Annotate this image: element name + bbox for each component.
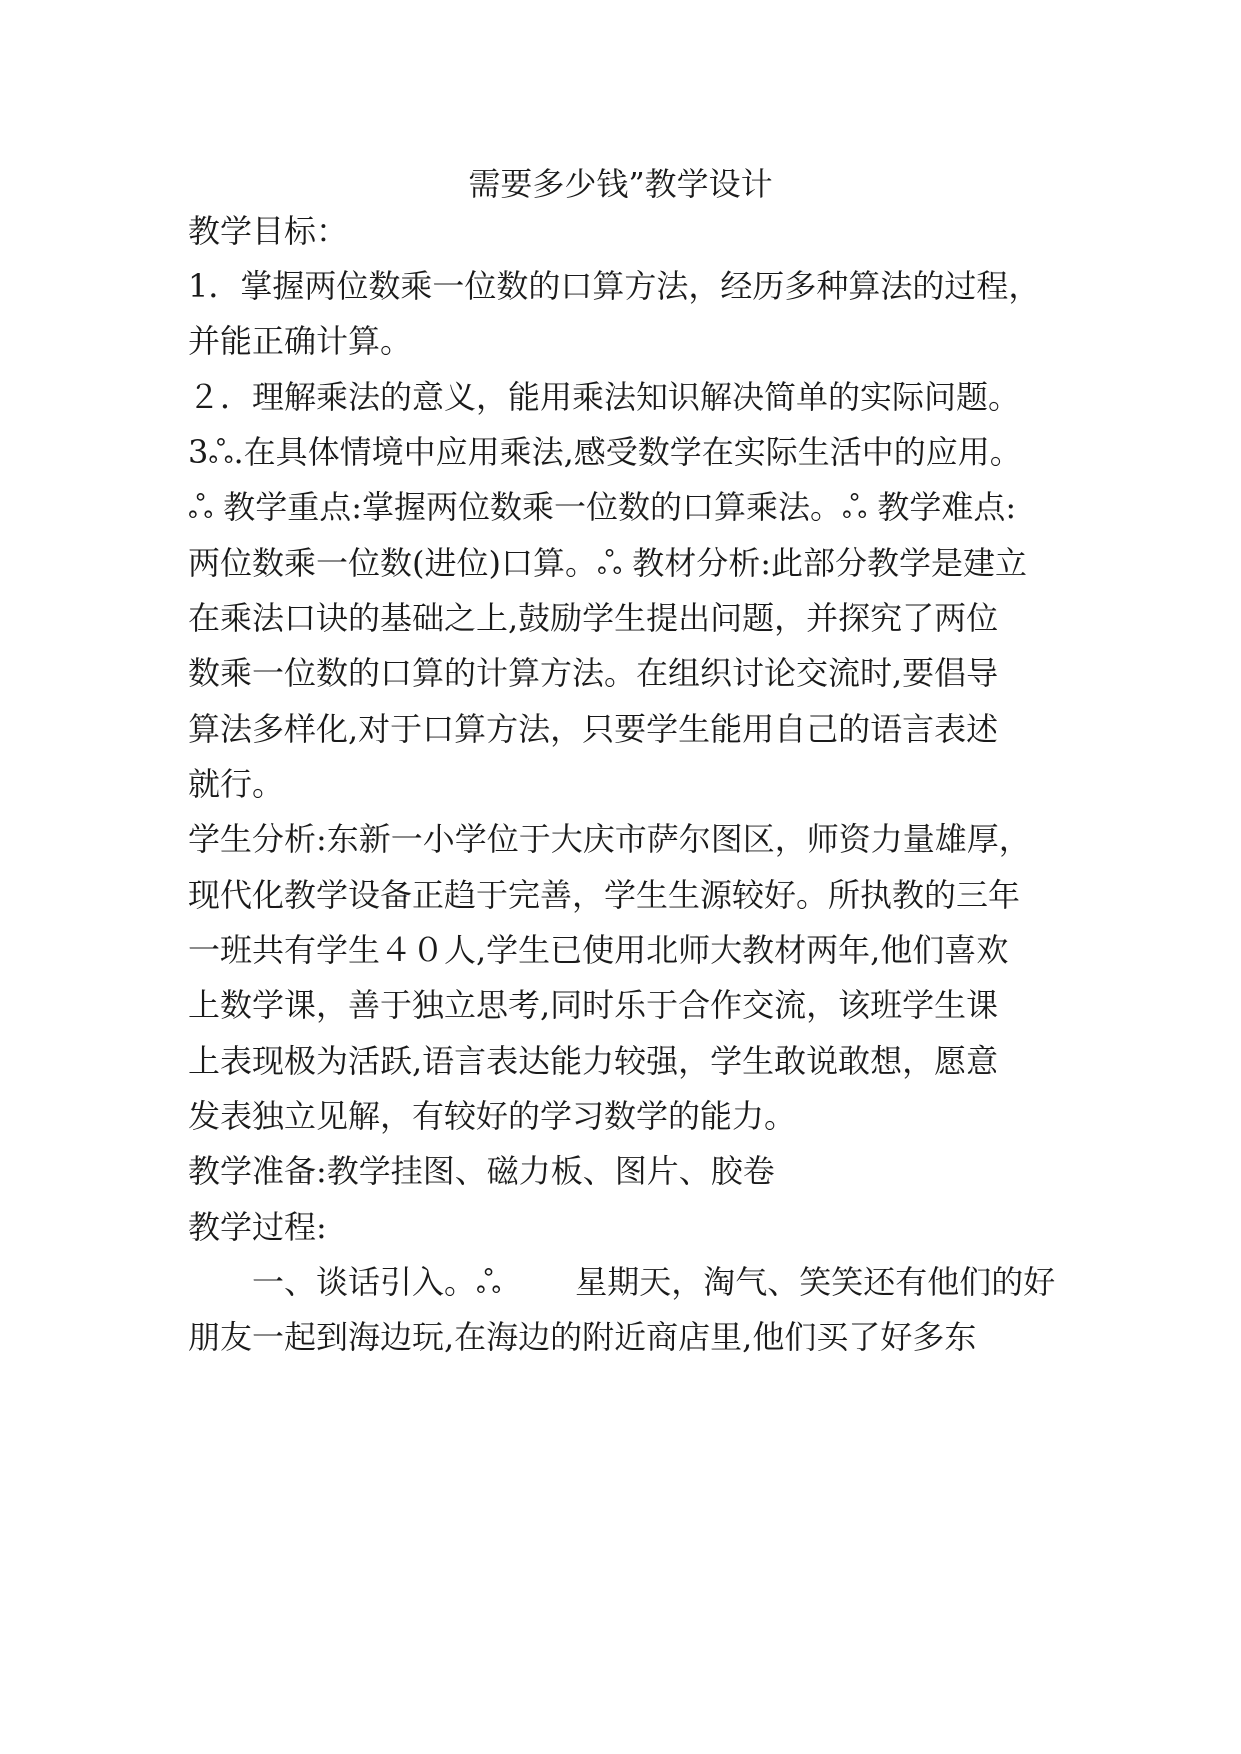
document-title: 需要多少钱”教学设计 xyxy=(468,165,773,203)
student-analysis-line-1: 学生分析:东新一小学位于大庆市萨尔图区，师资力量雄厚， xyxy=(188,820,1031,858)
student-analysis-line-2: 现代化教学设备正趋于完善，学生生源较好。所执教的三年 xyxy=(188,876,1021,914)
teaching-preparation: 教学准备:教学挂图、磁力板、图片、胶卷 xyxy=(188,1152,775,1190)
material-analysis-line-1: 两位数乘一位数(进位)口算。ஃ 教材分析:此部分教学是建立 xyxy=(188,544,1028,582)
material-analysis-line-2: 在乘法口诀的基础之上,鼓励学生提出问题，并探究了两位 xyxy=(188,599,999,637)
heading-teaching-goals: 教学目标： xyxy=(188,212,349,250)
process-intro-line-2: 朋友一起到海边玩,在海边的附近商店里,他们买了好多东 xyxy=(188,1318,977,1356)
process-intro-line-1: 一、谈话引入。ஃ 星期天，淘气、笑笑还有他们的好 xyxy=(188,1263,1056,1301)
student-analysis-line-6: 发表独立见解，有较好的学习数学的能力。 xyxy=(188,1097,797,1135)
heading-teaching-process: 教学过程: xyxy=(188,1208,327,1246)
goal-2: ２．理解乘法的意义，能用乘法知识解决简单的实际问题。 xyxy=(188,378,1021,416)
student-analysis-line-3: 一班共有学生４０人,学生已使用北师大教材两年,他们喜欢 xyxy=(188,931,1009,969)
material-analysis-line-4: 算法多样化,对于口算方法，只要学生能用自己的语言表述 xyxy=(188,710,999,748)
goal-3: 3ஃ.在具体情境中应用乘法,感受数学在实际生活中的应用。 xyxy=(188,433,1022,471)
goal-1-line-1: 1．掌握两位数乘一位数的口算方法，经历多种算法的过程， xyxy=(188,267,1041,305)
material-analysis-line-5: 就行。 xyxy=(188,765,285,803)
material-analysis-line-3: 数乘一位数的口算的计算方法。在组织讨论交流时,要倡导 xyxy=(188,654,999,692)
student-analysis-line-4: 上数学课，善于独立思考,同时乐于合作交流，该班学生课 xyxy=(188,986,999,1024)
student-analysis-line-5: 上表现极为活跃,语言表达能力较强，学生敢说敢想，愿意 xyxy=(188,1042,999,1080)
key-points-line: ஃ 教学重点:掌握两位数乘一位数的口算乘法。ஃ 教学难点: xyxy=(188,488,1017,526)
goal-1-line-2: 并能正确计算。 xyxy=(188,322,413,360)
